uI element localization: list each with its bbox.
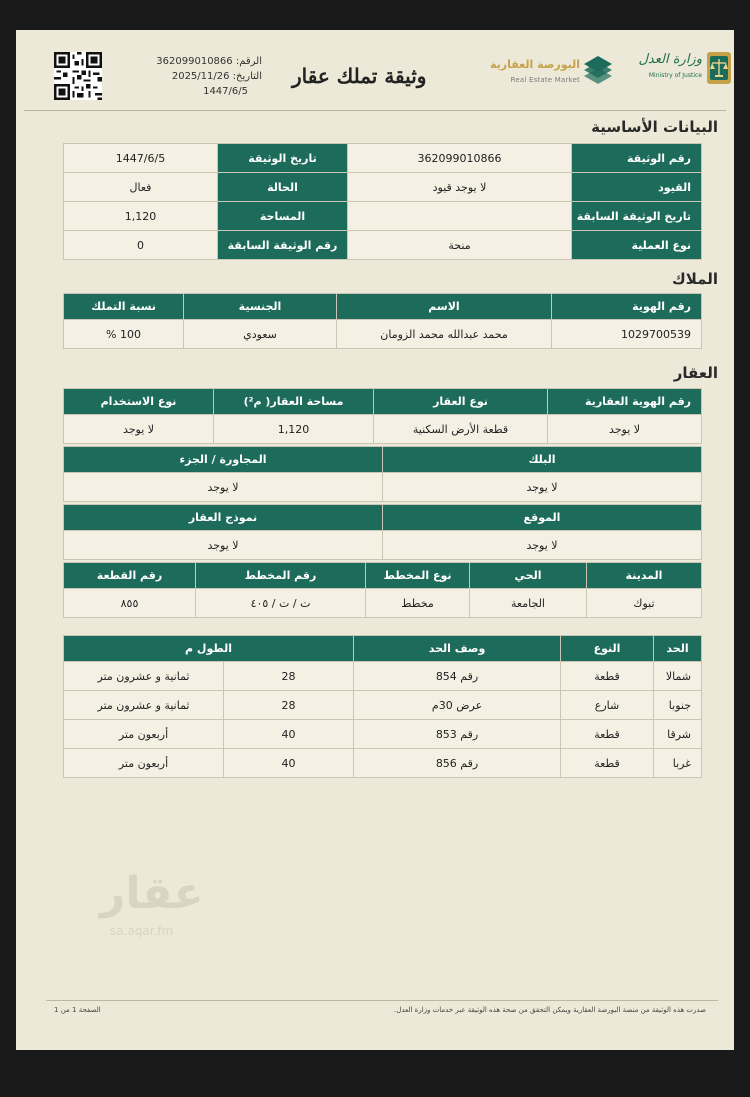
label-operation-type: نوع العملية: [572, 231, 702, 260]
col-property-model: نموذج العقار: [64, 505, 383, 531]
footer-note: صدرت هذه الوثيقة من منصة البورصة العقارية ويمكن التحقق من صحة هذه الوثيقة عبر خدمات وزارة العدل.: [394, 1006, 706, 1014]
border-length-text: أربعون متر: [64, 720, 224, 749]
owner-nationality: سعودي: [184, 320, 337, 349]
col-id-number: رقم الهوية: [552, 294, 702, 320]
col-usage-type: نوع الاستخدام: [64, 389, 214, 415]
col-length: الطول م: [64, 636, 354, 662]
label-previous-document-date: تاريخ الوثيقة السابقة: [572, 202, 702, 231]
table-row: [64, 531, 702, 560]
property-id-value: لا يوجد: [548, 415, 702, 444]
col-property-id: رقم الهوية العقارية: [548, 389, 702, 415]
col-plot-number: رقم القطعة: [64, 563, 196, 589]
col-name: الاسم: [337, 294, 552, 320]
value-operation-type: منحة: [348, 231, 572, 260]
moj-logo-arabic: وزارة العدل: [638, 52, 702, 67]
value-document-number: 362099010866: [348, 144, 572, 173]
table-header-row: [64, 389, 702, 415]
block-neighbor-table: [63, 446, 702, 502]
neighbor-value: لا يوجد: [64, 473, 383, 502]
col-border-description: وصف الحد: [354, 636, 561, 662]
border-length: 28: [224, 691, 354, 720]
property-type-value: قطعة الأرض السكنية: [374, 415, 548, 444]
table-row: [64, 720, 702, 749]
col-border: الحد: [654, 636, 702, 662]
footer-divider: [46, 1000, 718, 1001]
border-description: عرض 30م: [354, 691, 561, 720]
col-location: الموقع: [383, 505, 702, 531]
usage-type-value: لا يوجد: [64, 415, 214, 444]
watermark-arabic: عقار: [100, 868, 204, 919]
value-status: فعال: [64, 173, 218, 202]
col-city: المدينة: [587, 563, 702, 589]
owners-title: الملاك: [672, 270, 718, 288]
col-property-type: نوع العقار: [374, 389, 548, 415]
value-previous-document-number: 0: [64, 231, 218, 260]
number-value: 362099010866: [156, 56, 233, 67]
borders-table: [63, 635, 702, 778]
basic-data-table: [63, 143, 702, 260]
page-title: وثيقة تملك عقار: [292, 64, 427, 88]
ownership-document: [16, 30, 734, 1050]
table-row: [64, 691, 702, 720]
border-length-text: ثمانية و عشرون متر: [64, 662, 224, 691]
document-hijri-line: [142, 84, 262, 99]
district-value: الجامعة: [470, 589, 587, 618]
table-row: [64, 320, 702, 349]
table-row: [64, 144, 702, 173]
col-type: النوع: [561, 636, 654, 662]
col-nationality: الجنسية: [184, 294, 337, 320]
property-area-value: 1,120: [214, 415, 374, 444]
header-divider: [24, 110, 726, 111]
border-length: 28: [224, 662, 354, 691]
col-district: الحي: [470, 563, 587, 589]
block-value: لا يوجد: [383, 473, 702, 502]
market-logo-arabic: البورصة العقارية: [489, 58, 580, 71]
table-header-row: [64, 447, 702, 473]
document-header: [16, 48, 734, 118]
market-logo-english: Real Estate Market: [510, 76, 580, 84]
border-type: قطعة: [561, 749, 654, 778]
document-date-line: [142, 69, 262, 84]
value-area: 1,120: [64, 202, 218, 231]
date-gregorian: 2025/11/26: [171, 71, 230, 82]
table-row: [64, 662, 702, 691]
table-header-row: [64, 294, 702, 320]
qr-code-icon: [54, 52, 102, 100]
owner-ratio: 100 %: [64, 320, 184, 349]
page-number: الصفحة 1 من 1: [54, 1006, 101, 1014]
location-model-table: [63, 504, 702, 560]
property-title: العقار: [673, 364, 718, 382]
col-property-area: مساحة العقار( م²): [214, 389, 374, 415]
owner-id: 1029700539: [552, 320, 702, 349]
border-type: قطعة: [561, 720, 654, 749]
label-document-date: تاريخ الوثيقة: [218, 144, 348, 173]
table-row: [64, 231, 702, 260]
value-previous-document-date: [348, 202, 572, 231]
plot-number-value: ٨٥٥: [64, 589, 196, 618]
table-row: [64, 749, 702, 778]
table-header-row: [64, 563, 702, 589]
label-status: الحالة: [218, 173, 348, 202]
value-restrictions: لا يوجد قيود: [348, 173, 572, 202]
city-value: تبوك: [587, 589, 702, 618]
table-header-row: [64, 636, 702, 662]
border-description: رقم 856: [354, 749, 561, 778]
document-number-line: [142, 54, 262, 69]
border-side: غربا: [654, 749, 702, 778]
aqar-watermark: [100, 868, 230, 948]
label-restrictions: القيود: [572, 173, 702, 202]
basic-data-title: البيانات الأساسية: [591, 118, 718, 136]
number-label: الرقم:: [235, 56, 262, 67]
table-header-row: [64, 505, 702, 531]
location-value: لا يوجد: [383, 531, 702, 560]
border-length-text: ثمانية و عشرون متر: [64, 691, 224, 720]
moj-logo-english: Ministry of Justice: [648, 72, 702, 79]
plan-table: [63, 562, 702, 618]
border-length: 40: [224, 749, 354, 778]
owner-name: محمد عبدالله محمد الزومان: [337, 320, 552, 349]
border-type: شارع: [561, 691, 654, 720]
border-description: رقم 854: [354, 662, 561, 691]
col-neighbor-part: المجاورة / الجزء: [64, 447, 383, 473]
table-row: [64, 173, 702, 202]
col-plan-number: رقم المخطط: [196, 563, 366, 589]
label-area: المساحة: [218, 202, 348, 231]
ministry-of-justice-logo: [612, 48, 732, 98]
col-block: البلك: [383, 447, 702, 473]
table-row: [64, 415, 702, 444]
border-length: 40: [224, 720, 354, 749]
model-value: لا يوجد: [64, 531, 383, 560]
property-table: [63, 388, 702, 444]
document-meta: [142, 54, 262, 99]
owners-table: [63, 293, 702, 349]
market-emblem-icon: [582, 54, 614, 90]
value-document-date: 1447/6/5: [64, 144, 218, 173]
border-side: شرقا: [654, 720, 702, 749]
table-row: [64, 473, 702, 502]
border-length-text: أربعون متر: [64, 749, 224, 778]
date-hijri: 1447/6/5: [203, 86, 248, 97]
table-row: [64, 589, 702, 618]
border-side: جنوبا: [654, 691, 702, 720]
label-document-number: رقم الوثيقة: [572, 144, 702, 173]
border-side: شمالا: [654, 662, 702, 691]
scales-emblem-icon: [706, 50, 732, 86]
table-row: [64, 202, 702, 231]
border-description: رقم 853: [354, 720, 561, 749]
plan-type-value: مخطط: [366, 589, 470, 618]
label-previous-document-number: رقم الوثيقة السابقة: [218, 231, 348, 260]
border-type: قطعة: [561, 662, 654, 691]
date-label: التاريخ:: [232, 71, 262, 82]
watermark-url: sa.aqar.fm: [110, 924, 174, 938]
col-plan-type: نوع المخطط: [366, 563, 470, 589]
plan-number-value: ت / ت / ٤٠٥: [196, 589, 366, 618]
col-ownership-ratio: نسبة التملك: [64, 294, 184, 320]
